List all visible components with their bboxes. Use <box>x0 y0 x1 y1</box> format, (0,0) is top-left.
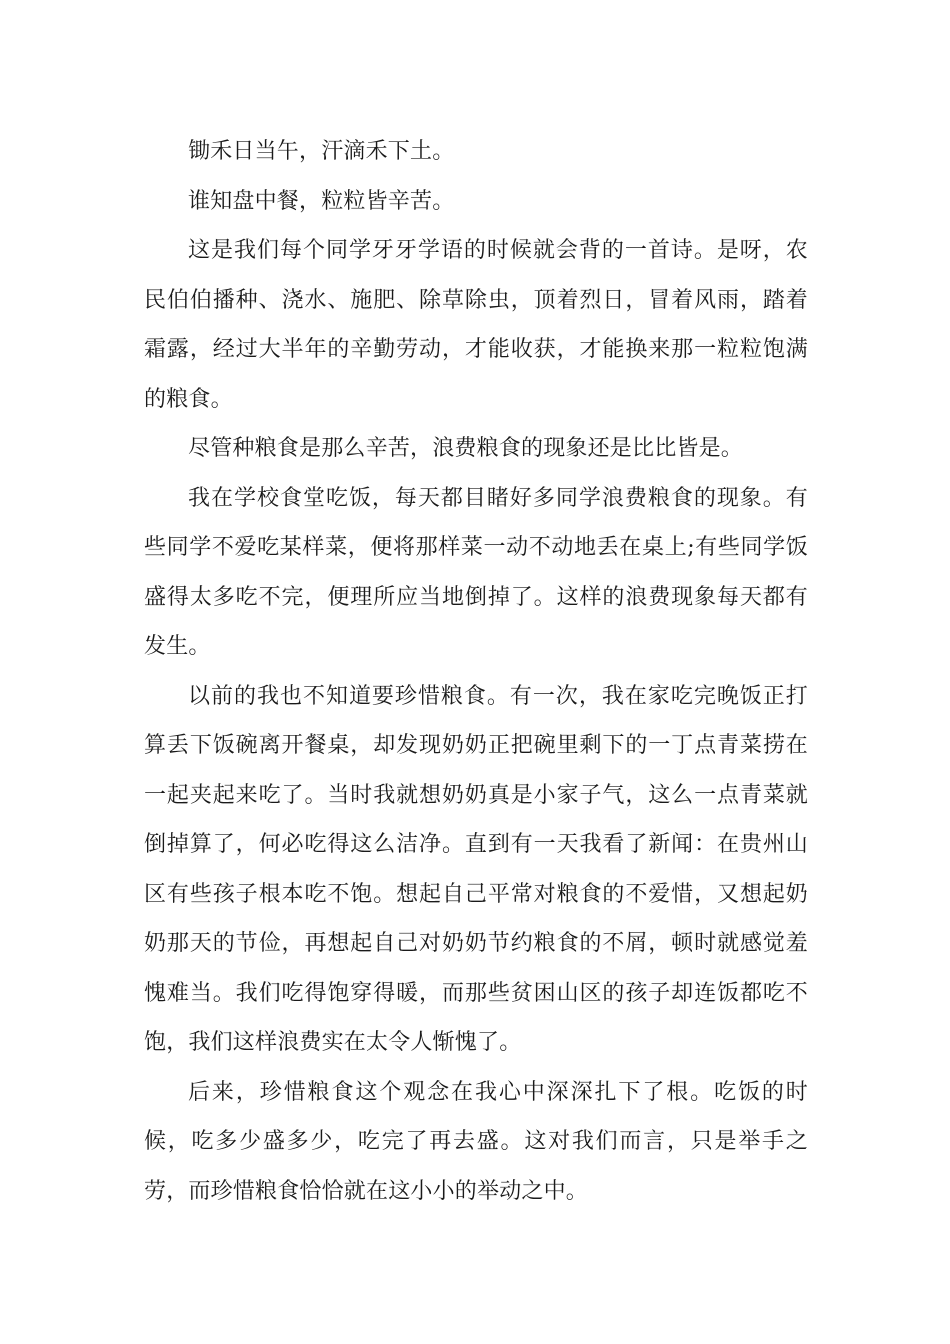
poem-line-2: 谁知盘中餐，粒粒皆辛苦。 <box>188 188 455 214</box>
paragraph-conclusion: 后来，珍惜粮食这个观念在我心中深深扎下了根。吃饭的时候，吃多少盛多少，吃完了再去盛。这对我们而言，只是举手之劳，而珍惜粮食恰恰就在这小小的举动之中。 <box>144 1079 808 1204</box>
poem-line-1: 锄禾日当午，汗滴禾下土。 <box>188 139 455 164</box>
paragraph-grandmother-story: 以前的我也不知道要珍惜粮食。有一次，我在家吃完晚饭正打算丢下饭碗离开餐桌，却发现奶奶正把碗里剩下的一丁点青菜捞在一起夹起来吃了。当时我就想奶奶真是小家子气，这么一点青菜就倒掉算了，何必吃得这么洁净。直到有一天我看了新闻：在贵州山区有些孩子根本吃不饱。想起自己平常对粮食的不爱惜，又想起奶奶那天的节俭，再想起自己对奶奶节约粮食的不屑，顿时就感觉羞愧难当。我们吃得饱穿得暖，而那些贫困山区的孩子却连饭都吃不饱，我们这样浪费实在太令人惭愧了。 <box>144 683 808 1055</box>
document-body <box>144 127 808 1216</box>
paragraph-school-canteen: 我在学校食堂吃饭，每天都目睹好多同学浪费粮食的现象。有些同学不爱吃某样菜，便将那样菜一动不动地丢在桌上;有些同学饭盛得太多吃不完，便理所应当地倒掉了。这样的浪费现象每天都有发生。 <box>144 485 808 659</box>
paragraph-poem-reflection: 这是我们每个同学牙牙学语的时候就会背的一首诗。是呀，农民伯伯播种、浇水、施肥、除草除虫，顶着烈日，冒着风雨，踏着霜露，经过大半年的辛勤劳动，才能收获，才能换来那一粒粒饱满的粮食。 <box>144 238 808 412</box>
paragraph-waste-common: 尽管种粮食是那么辛苦，浪费粮食的现象还是比比皆是。 <box>188 436 744 461</box>
